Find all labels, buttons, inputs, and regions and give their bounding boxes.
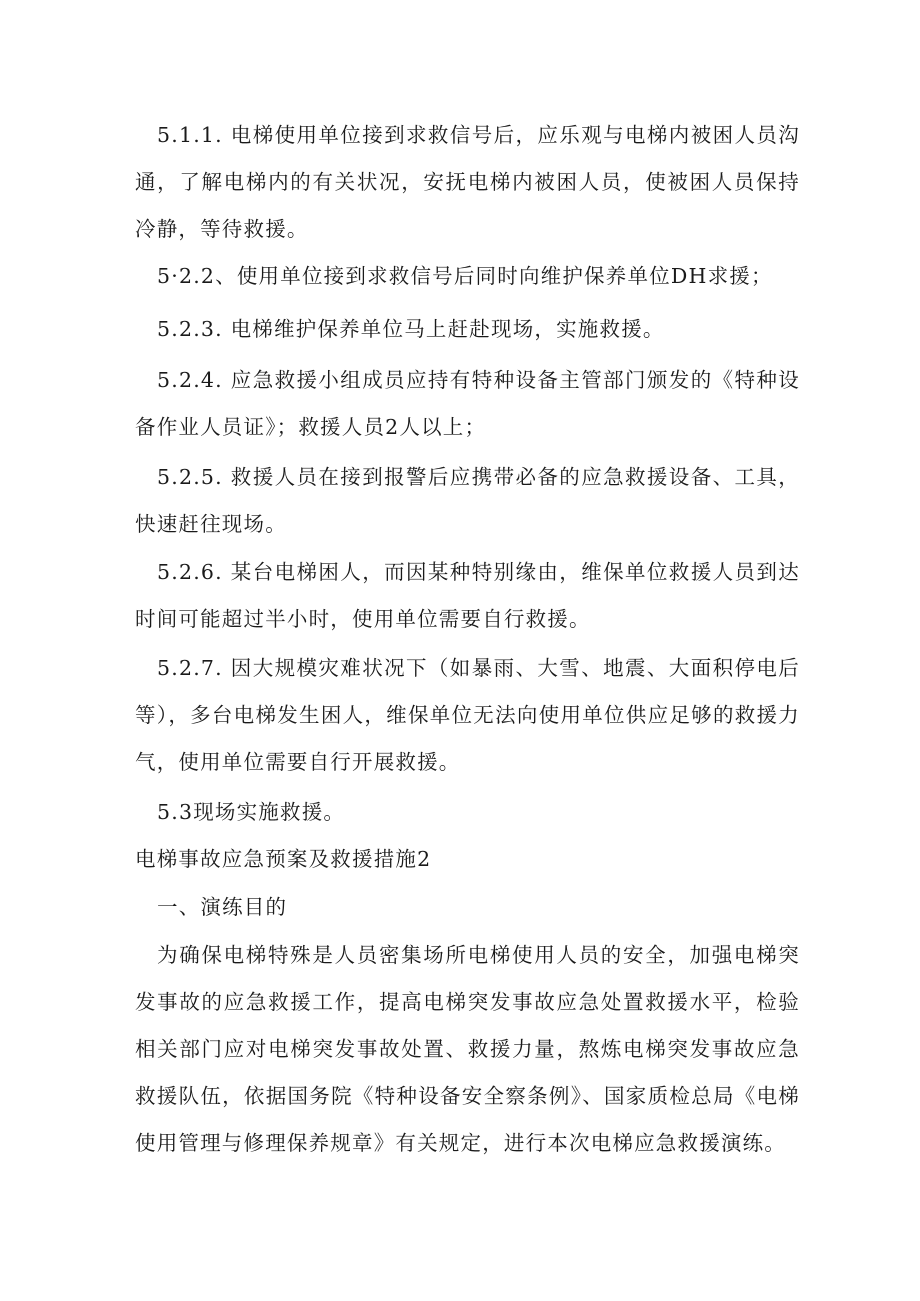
paragraph-5-2-2: 5·2.2、使用单位接到求救信号后同时向维护保养单位DH求援； (157, 264, 773, 288)
paragraph-drill-purpose: 为确保电梯特殊是人员密集场所电梯使用人员的安全，加强电梯突发事故的应急救援工作，提高电梯突发事故应急处置救援水平，检验相关部门应对电梯突发事故处置、救援力量，熬炼电梯突发事故应急救援队伍，依据国务院《特种设备安全察条例》、国家质检总局《电梯使用管理与修理保养规章》有关规定，进行本次电梯应急救援演练。 (135, 943, 800, 1155)
paragraph-5-2-7: 5.2.7. 因大规模灾难状况下（如暴雨、大雪、地震、大面积停电后等），多台电梯发生困人，维保单位无法向使用单位供应足够的救援力气，使用单位需要自行开展救援。 (135, 656, 800, 774)
paragraph-5-1-1: 5.1.1. 电梯使用单位接到求救信号后，应乐观与电梯内被困人员沟通，了解电梯内的有关状况，安抚电梯内被困人员，使被困人员保持冷静，等待救援。 (135, 123, 800, 241)
paragraph-5-2-6: 5.2.6. 某台电梯困人，而因某种特别缘由，维保单位救援人员到达时间可能超过半小时，使用单位需要自行救援。 (135, 560, 800, 631)
subheading-drill-purpose: 一、演练目的 (157, 895, 288, 919)
paragraph-5-2-4: 5.2.4. 应急救援小组成员应持有特种设备主管部门颁发的《特种设备作业人员证》；救援人员2人以上； (135, 368, 800, 439)
paragraph-5-3: 5.3现场实施救援。 (157, 800, 346, 824)
section-title: 电梯事故应急预案及救援措施2 (135, 847, 432, 871)
paragraph-5-2-5: 5.2.5. 救援人员在接到报警后应携带必备的应急救援设备、工具，快速赶往现场。 (135, 465, 800, 536)
paragraph-5-2-3: 5.2.3. 电梯维护保养单位马上赶赴现场，实施救援。 (157, 317, 665, 341)
